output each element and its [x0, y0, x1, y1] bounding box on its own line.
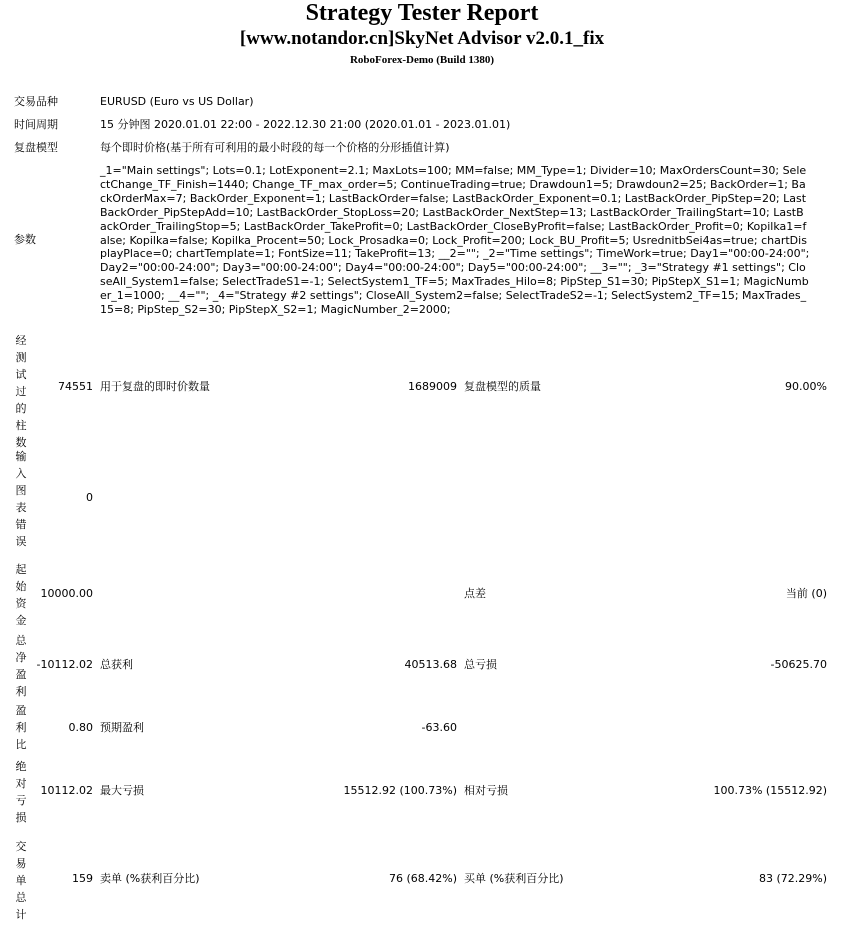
gross-profit-label: 总获利 — [100, 658, 133, 671]
total-trades-label: 交易单总计 — [15, 840, 27, 921]
deposit-label: 起始资金 — [15, 563, 27, 627]
profit-factor-value: 0.80 — [68, 721, 93, 734]
long-positions-label: 买单 (%获利百分比) — [464, 872, 564, 885]
max-drawdown-label: 最大亏损 — [100, 784, 144, 797]
errors-value: 0 — [86, 491, 93, 504]
short-positions-value: 76 (68.42%) — [388, 872, 457, 885]
period-label: 时间周期 — [14, 118, 58, 131]
params-label: 参数 — [14, 233, 36, 246]
expected-payoff-value: -63.60 — [421, 721, 457, 734]
bars-value: 74551 — [58, 380, 93, 393]
quality-label: 复盘模型的质量 — [464, 380, 541, 393]
total-trades-value: 159 — [72, 872, 93, 885]
quality-value: 90.00% — [785, 380, 827, 393]
rel-drawdown-label: 相对亏损 — [464, 784, 508, 797]
net-profit-value: -10112.02 — [36, 658, 93, 671]
server-build: RoboForex-Demo (Build 1380) — [349, 54, 494, 66]
max-drawdown-value: 15512.92 (100.73%) — [343, 784, 457, 797]
profit-factor-label: 盈利比 — [15, 704, 27, 751]
gross-profit-value: 40513.68 — [404, 658, 457, 671]
spread-label: 点差 — [464, 587, 486, 600]
spread-value: 当前 (0) — [785, 587, 827, 600]
params-value: _1="Main settings"; Lots=0.1; LotExponent=2.1; MaxLots=100; MM=false; MM_Type=1; Divider=10; MaxOrdersCount=30; SelectChange_TF_Finish=1440; Change_TF_max_order=5; ContinueTrading=true; Drawdoun1=5; Drawdoun2=25; BackOrder=1; BackOrderMax=7; BackOrder_Exponent=1; LastBackOrder=false; LastBackOrder_Exponent=0.1; LastBackOrder_PipStep=20; LastBackOrder_PipStepAdd=10; LastBackOrder_StopLoss=20; LastBackOrder_NextStep=13; LastBackOrder_TrailingStart=10; LastBackOrder_TrailingStop=5; LastBackOrder_TakeProfit=0; LastBackOrder_CloseByProfit=false; LastBackOrder_Profit=0; Kopilka1=false; Kopilka=false; Kopilka_Procent=50; Lock_Prosadka=0; Lock_Profit=200; Lock_BU_Profit=5; UsrednitbSei4as=true; chartDisplayPlace=0; chartTemplate=1; FontSize=11; TakeProfit=13; __2=""; _2="Time settings"; TimeWork=true; Day1="00:00-24:00"; Day2="00:00-24:00"; Day3="00:00-24:00"; Day4="00:00-24:00"; Day5="00:00-24:00"; __3=""; _3="Strategy #1 settings"; CloseAll_System1=false; SelectTradeS1=-1; SelectSystem1_TF=5; MaxTrades_Hilo=8; PipStep_S1=30; PipStepX_S1=1; MagicNumber_1=1000; __4=""; _4="Strategy #2 settings"; CloseAll_System2=false; SelectTradeS2=-1; SelectSystem2_TF=15; MaxTrades_15=8; PipStep_S2=30; PipStepX_S2=1; MagicNumber_2=2000; — [100, 164, 810, 317]
abs-drawdown-label: 绝对亏损 — [15, 760, 27, 824]
long-positions-value: 83 (72.29%) — [758, 872, 827, 885]
abs-drawdown-value: 10112.02 — [40, 784, 93, 797]
symbol-value: EURUSD (Euro vs US Dollar) — [100, 95, 254, 108]
expected-payoff-label: 预期盈利 — [100, 721, 144, 734]
rel-drawdown-value: 100.73% (15512.92) — [713, 784, 827, 797]
bars-label: 经测试过的柱数 — [15, 334, 27, 449]
net-profit-label: 总净盈利 — [15, 634, 27, 698]
errors-label: 输入图表错误 — [15, 450, 27, 548]
report-title: Strategy Tester Report — [305, 0, 539, 26]
period-value: 15 分钟图 2020.01.01 22:00 - 2022.12.30 21:00 (2020.01.01 - 2023.01.01) — [100, 118, 511, 131]
gross-loss-label: 总亏损 — [464, 658, 497, 671]
symbol-label: 交易品种 — [14, 95, 58, 108]
ticks-value: 1689009 — [408, 380, 457, 393]
model-value: 每个即时价格(基于所有可利用的最小时段的每一个价格的分形插值计算) — [100, 141, 450, 154]
report-subtitle: [www.notandor.cn]SkyNet Advisor v2.0.1_fix — [239, 28, 605, 49]
deposit-value: 10000.00 — [40, 587, 93, 600]
ticks-label: 用于复盘的即时价数量 — [100, 380, 210, 393]
gross-loss-value: -50625.70 — [770, 658, 827, 671]
short-positions-label: 卖单 (%获利百分比) — [100, 872, 200, 885]
model-label: 复盘模型 — [14, 141, 58, 154]
